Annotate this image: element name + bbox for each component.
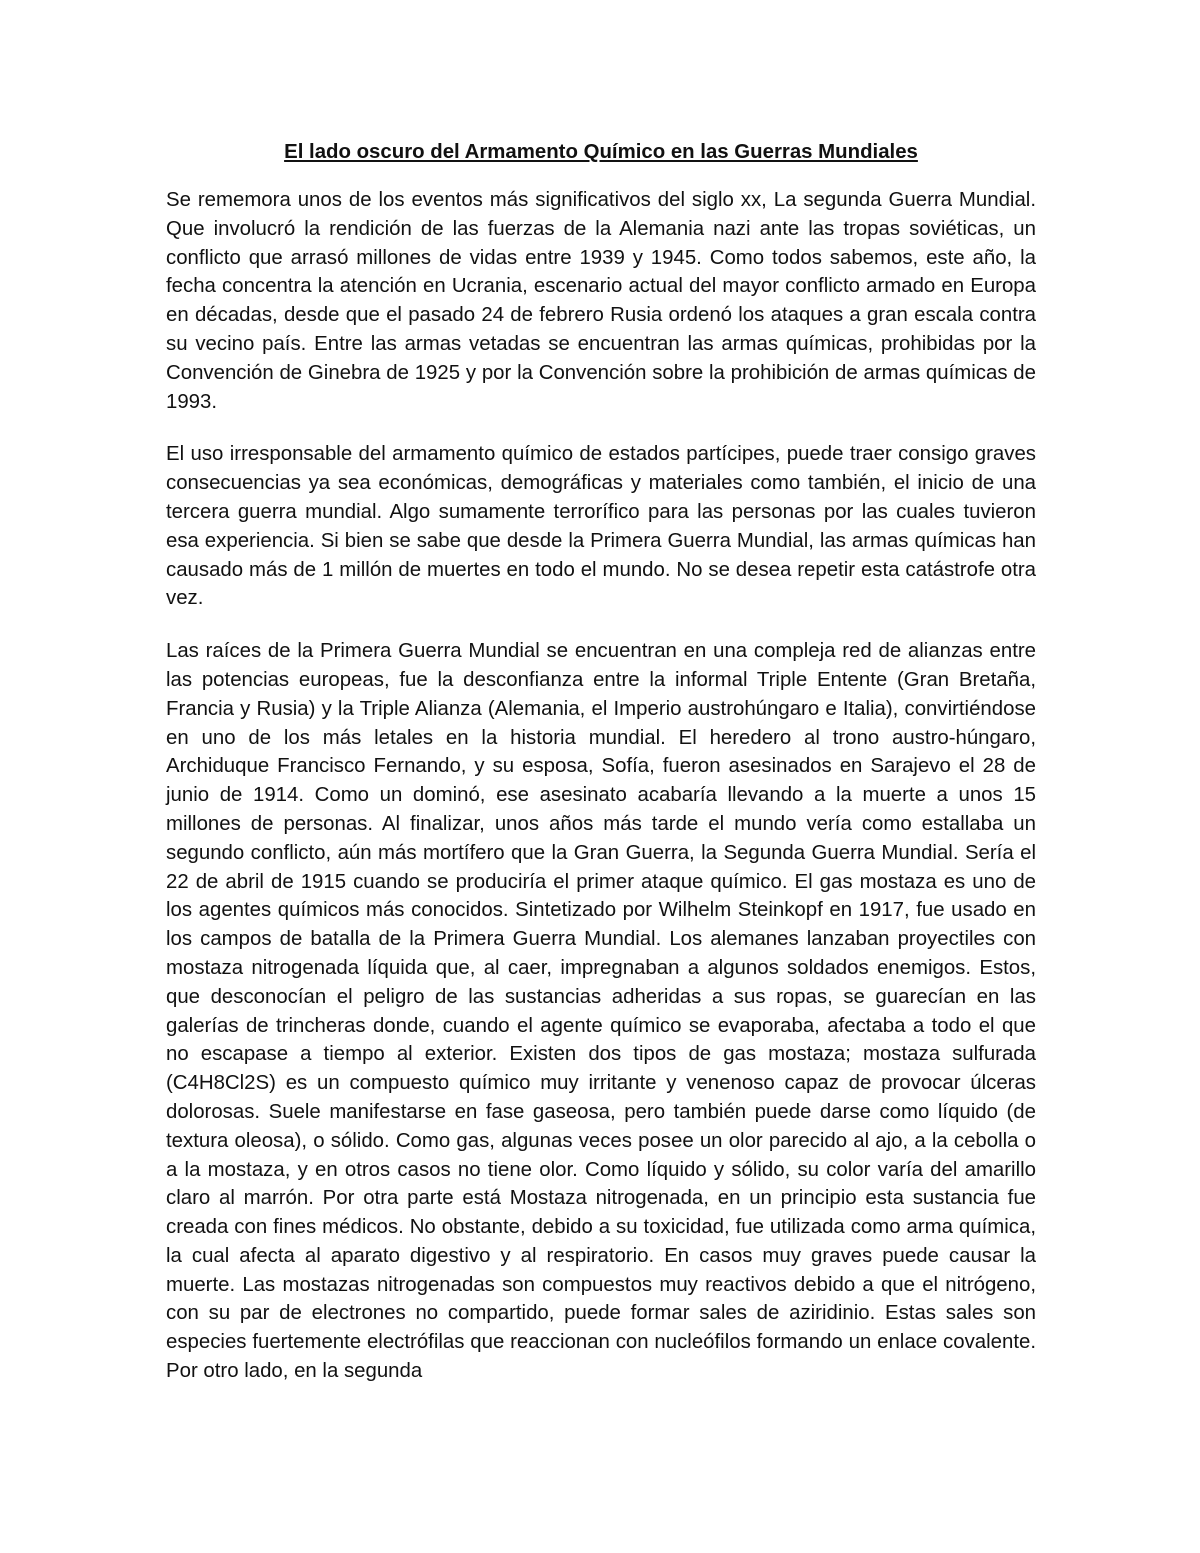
paragraph-1: Se rememora unos de los eventos más significativos del siglo xx, La segunda Guerra Mundial. Que involucró la rendición de las fuerzas de la Alemania nazi ante las tropas soviéticas, un conflicto que arrasó millones de vidas entre 1939 y 1945. Como todos sabemos, este año, la fecha concentra la atención en Ucrania, escenario actual del mayor conflicto armado en Europa en décadas, desde que el pasado 24 de febrero Rusia ordenó los ataques a gran escala contra su vecino país. Entre las armas vetadas se encuentran las armas químicas, prohibidas por la Convención de Ginebra de 1925 y por la Convención sobre la prohibición de armas químicas de 1993. bbox=[166, 189, 1036, 413]
paragraph-2: El uso irresponsable del armamento químico de estados partícipes, puede traer consigo graves consecuencias ya sea económicas, demográficas y materiales como también, el inicio de una tercera guerra mundial. Algo sumamente terrorífico para las personas por las cuales tuvieron esa experiencia. Si bien se sabe que desde la Primera Guerra Mundial, las armas químicas han causado más de 1 millón de muertes en todo el mundo. No se desea repetir esta catástrofe otra vez. bbox=[166, 443, 1036, 610]
document-title: El lado oscuro del Armamento Químico en las Guerras Mundiales bbox=[284, 141, 918, 163]
document-body bbox=[166, 136, 1036, 1410]
paragraph-3: Las raíces de la Primera Guerra Mundial se encuentran en una compleja red de alianzas entre las potencias europeas, fue la desconfianza entre la informal Triple Entente (Gran Bretaña, Francia y Rusia) y la Triple Alianza (Alemania, el Imperio austrohúngaro e Italia), convirtiéndose en uno de los más letales en la historia mundial. El heredero al trono austro-húngaro, Archiduque Francisco Fernando, y su esposa, Sofía, fueron asesinados en Sarajevo el 28 de junio de 1914. Como un dominó, ese asesinato acabaría llevando a la muerte a unos 15 millones de personas. Al finalizar, unos años más tarde el mundo vería como estallaba un segundo conflicto, aún más mortífero que la Gran Guerra, la Segunda Guerra Mundial. Sería el 22 de abril de 1915 cuando se produciría el primer ataque químico. El gas mostaza es uno de los agentes químicos más conocidos. Sintetizado por Wilhelm Steinkopf en 1917, fue usado en los campos de batalla de la Primera Guerra Mundial. Los alemanes lanzaban proyectiles con mostaza nitrogenada líquida que, al caer, impregnaban a algunos soldados enemigos. Estos, que desconocían el peligro de las sustancias adheridas a sus ropas, se guarecían en las galerías de trincheras donde, cuando el agente químico se evaporaba, afectaba a todo el que no escapase a tiempo al exterior. Existen dos tipos de gas mostaza; mostaza sulfurada (C4H8Cl2S) es un compuesto químico muy irritante y venenoso capaz de provocar úlceras dolorosas. Suele manifestarse en fase gaseosa, pero también puede darse como líquido (de textura oleosa), o sólido. Como gas, algunas veces posee un olor parecido al ajo, a la cebolla o a la mostaza, y en otros casos no tiene olor. Como líquido y sólido, su color varía del amarillo claro al marrón. Por otra parte está Mostaza nitrogenada, en un principio esta sustancia fue creada con fines médicos. No obstante, debido a su toxicidad, fue utilizada como arma química, la cual afecta al aparato digestivo y al respiratorio. En casos muy graves puede causar la muerte. Las mostazas nitrogenadas son compuestos muy reactivos debido a que el nitrógeno, con su par de electrones no compartido, puede formar sales de aziridinio. Estas sales son especies fuertemente electrófilas que reaccionan con nucleófilos formando un enlace covalente. Por otro lado, en la segunda bbox=[166, 640, 1036, 1383]
